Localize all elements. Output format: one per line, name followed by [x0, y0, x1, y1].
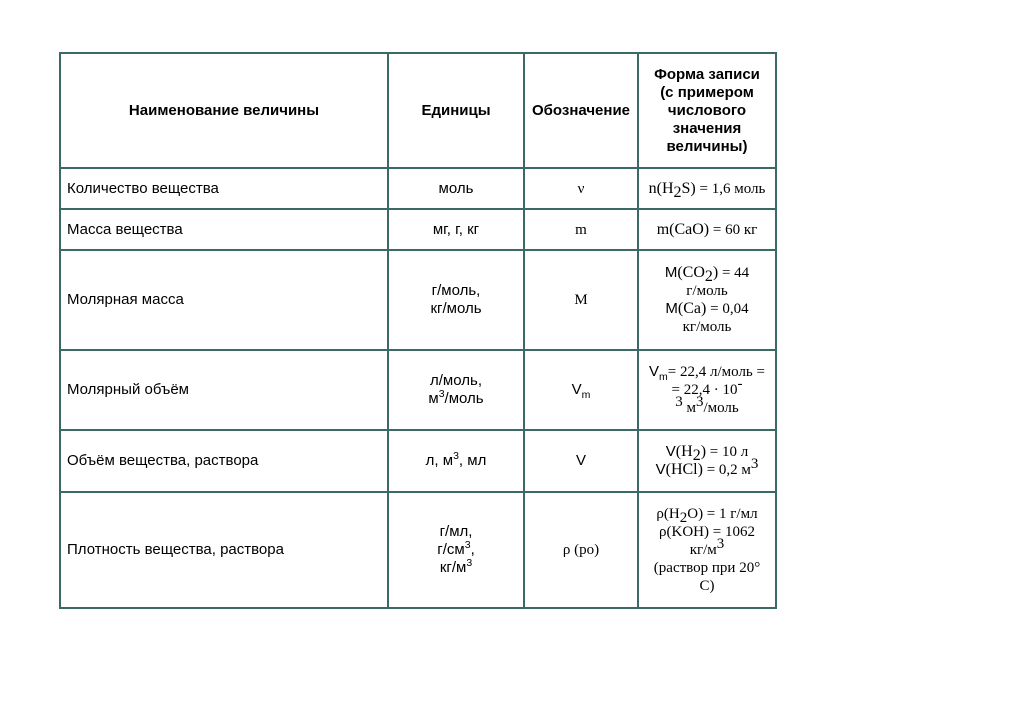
units-text: , мл — [458, 452, 487, 469]
units-text: м — [428, 390, 439, 407]
header-form-line: числового — [667, 101, 747, 119]
example-sup: - — [737, 376, 743, 392]
units-text: /моль — [444, 390, 484, 407]
units-text: кг/м — [439, 559, 467, 576]
example-text: ) — [700, 443, 707, 460]
example-value: = 22,4 · 10 — [671, 382, 738, 398]
example-text: O) = 1 г/мл — [687, 506, 758, 522]
example-text: (раствор при 20° — [653, 560, 761, 576]
row-name: Молярный объём — [60, 350, 388, 430]
example-value: г/моль — [686, 283, 728, 299]
example-value: = 22,4 л/моль = — [667, 364, 765, 380]
table-row — [60, 209, 776, 250]
units-sup: 3 — [464, 539, 471, 551]
example-text: С) — [699, 578, 715, 594]
header-form-line: значения — [672, 119, 742, 137]
example-text: M — [665, 300, 678, 317]
row-symbol: ν — [524, 168, 638, 209]
quantities-table — [59, 52, 777, 609]
example-sub: 2 — [692, 447, 701, 464]
example-text: M — [664, 264, 678, 281]
example-sup: 3 — [750, 456, 759, 472]
row-name: Молярная масса — [60, 250, 388, 350]
units-sup: 3 — [466, 557, 473, 569]
header-form — [638, 53, 776, 168]
example-text: S) — [681, 179, 696, 197]
table-row — [60, 250, 776, 350]
row-units — [388, 350, 524, 430]
units-line: кг/моль — [430, 300, 482, 317]
example-text: ρ(KOH) = 1062 — [659, 524, 755, 540]
row-symbol: M — [524, 250, 638, 350]
header-form-line: величины) — [666, 137, 748, 155]
example-value: = 0,2 м — [702, 462, 751, 478]
row-units — [388, 492, 524, 608]
row-example — [638, 350, 776, 430]
example-sub: m — [659, 371, 668, 383]
example-value: /моль — [703, 400, 739, 416]
units-sup: 3 — [438, 388, 445, 400]
row-example — [638, 250, 776, 350]
row-example — [638, 168, 776, 209]
row-units — [388, 250, 524, 350]
example-text: n(H — [648, 179, 674, 197]
row-name: Плотность вещества, раствора — [60, 492, 388, 608]
units-line: л/моль, — [430, 372, 482, 389]
units-line: г/моль, — [431, 282, 481, 299]
header-units: Единицы — [388, 53, 524, 168]
row-example — [638, 209, 776, 250]
table-row — [60, 430, 776, 492]
row-units — [388, 430, 524, 492]
example-sub: 2 — [704, 268, 713, 285]
row-name: Масса вещества — [60, 209, 388, 250]
units-text: г/см — [437, 541, 465, 558]
example-text: V — [655, 461, 666, 478]
example-value: = 1,6 моль — [695, 180, 766, 197]
example-text: (CO — [677, 264, 705, 281]
row-units: мг, г, кг — [388, 209, 524, 250]
symbol-text: V — [571, 381, 582, 398]
table-header-row — [60, 53, 776, 168]
table-row — [60, 168, 776, 209]
example-text: ρ(H — [656, 506, 680, 522]
example-value: = 44 — [718, 265, 750, 281]
units-line: г/мл, — [439, 523, 473, 540]
symbol-sub: m — [581, 389, 591, 401]
units-text: л, м — [425, 452, 454, 469]
units-text: , — [470, 541, 475, 558]
example-text: m(CaO) — [656, 220, 710, 238]
example-sub: 2 — [679, 510, 688, 526]
row-name: Количество вещества — [60, 168, 388, 209]
row-example — [638, 430, 776, 492]
example-value: = 60 кг — [709, 221, 758, 238]
units-sup: 3 — [453, 450, 459, 462]
example-text: (H — [675, 443, 693, 460]
row-symbol: m — [524, 209, 638, 250]
example-text: V — [649, 363, 660, 380]
header-name: Наименование величины — [60, 53, 388, 168]
table-row — [60, 492, 776, 608]
example-sup: 3 — [675, 394, 683, 410]
header-form-line: (с примером — [660, 83, 754, 101]
example-sup: 3 — [716, 536, 725, 552]
row-name: Объём вещества, раствора — [60, 430, 388, 492]
row-symbol — [524, 350, 638, 430]
example-text: (HCl) — [665, 461, 703, 478]
example-sub: 2 — [673, 183, 682, 201]
example-value: кг/моль — [682, 319, 732, 335]
example-sup: 3 — [695, 394, 704, 410]
example-text: (Ca) — [677, 300, 707, 317]
row-example — [638, 492, 776, 608]
example-value: = 10 л — [706, 444, 749, 460]
row-symbol: V — [524, 430, 638, 492]
example-text: ) — [712, 264, 719, 281]
example-text: V — [665, 443, 676, 460]
example-value: = 0,04 — [706, 301, 749, 317]
example-value: кг/м — [689, 542, 717, 558]
header-form-line: Форма записи — [654, 65, 760, 83]
row-symbol: ρ (ро) — [524, 492, 638, 608]
table-row — [60, 350, 776, 430]
example-value: м — [682, 400, 696, 416]
header-symbol: Обозначение — [524, 53, 638, 168]
row-units: моль — [388, 168, 524, 209]
